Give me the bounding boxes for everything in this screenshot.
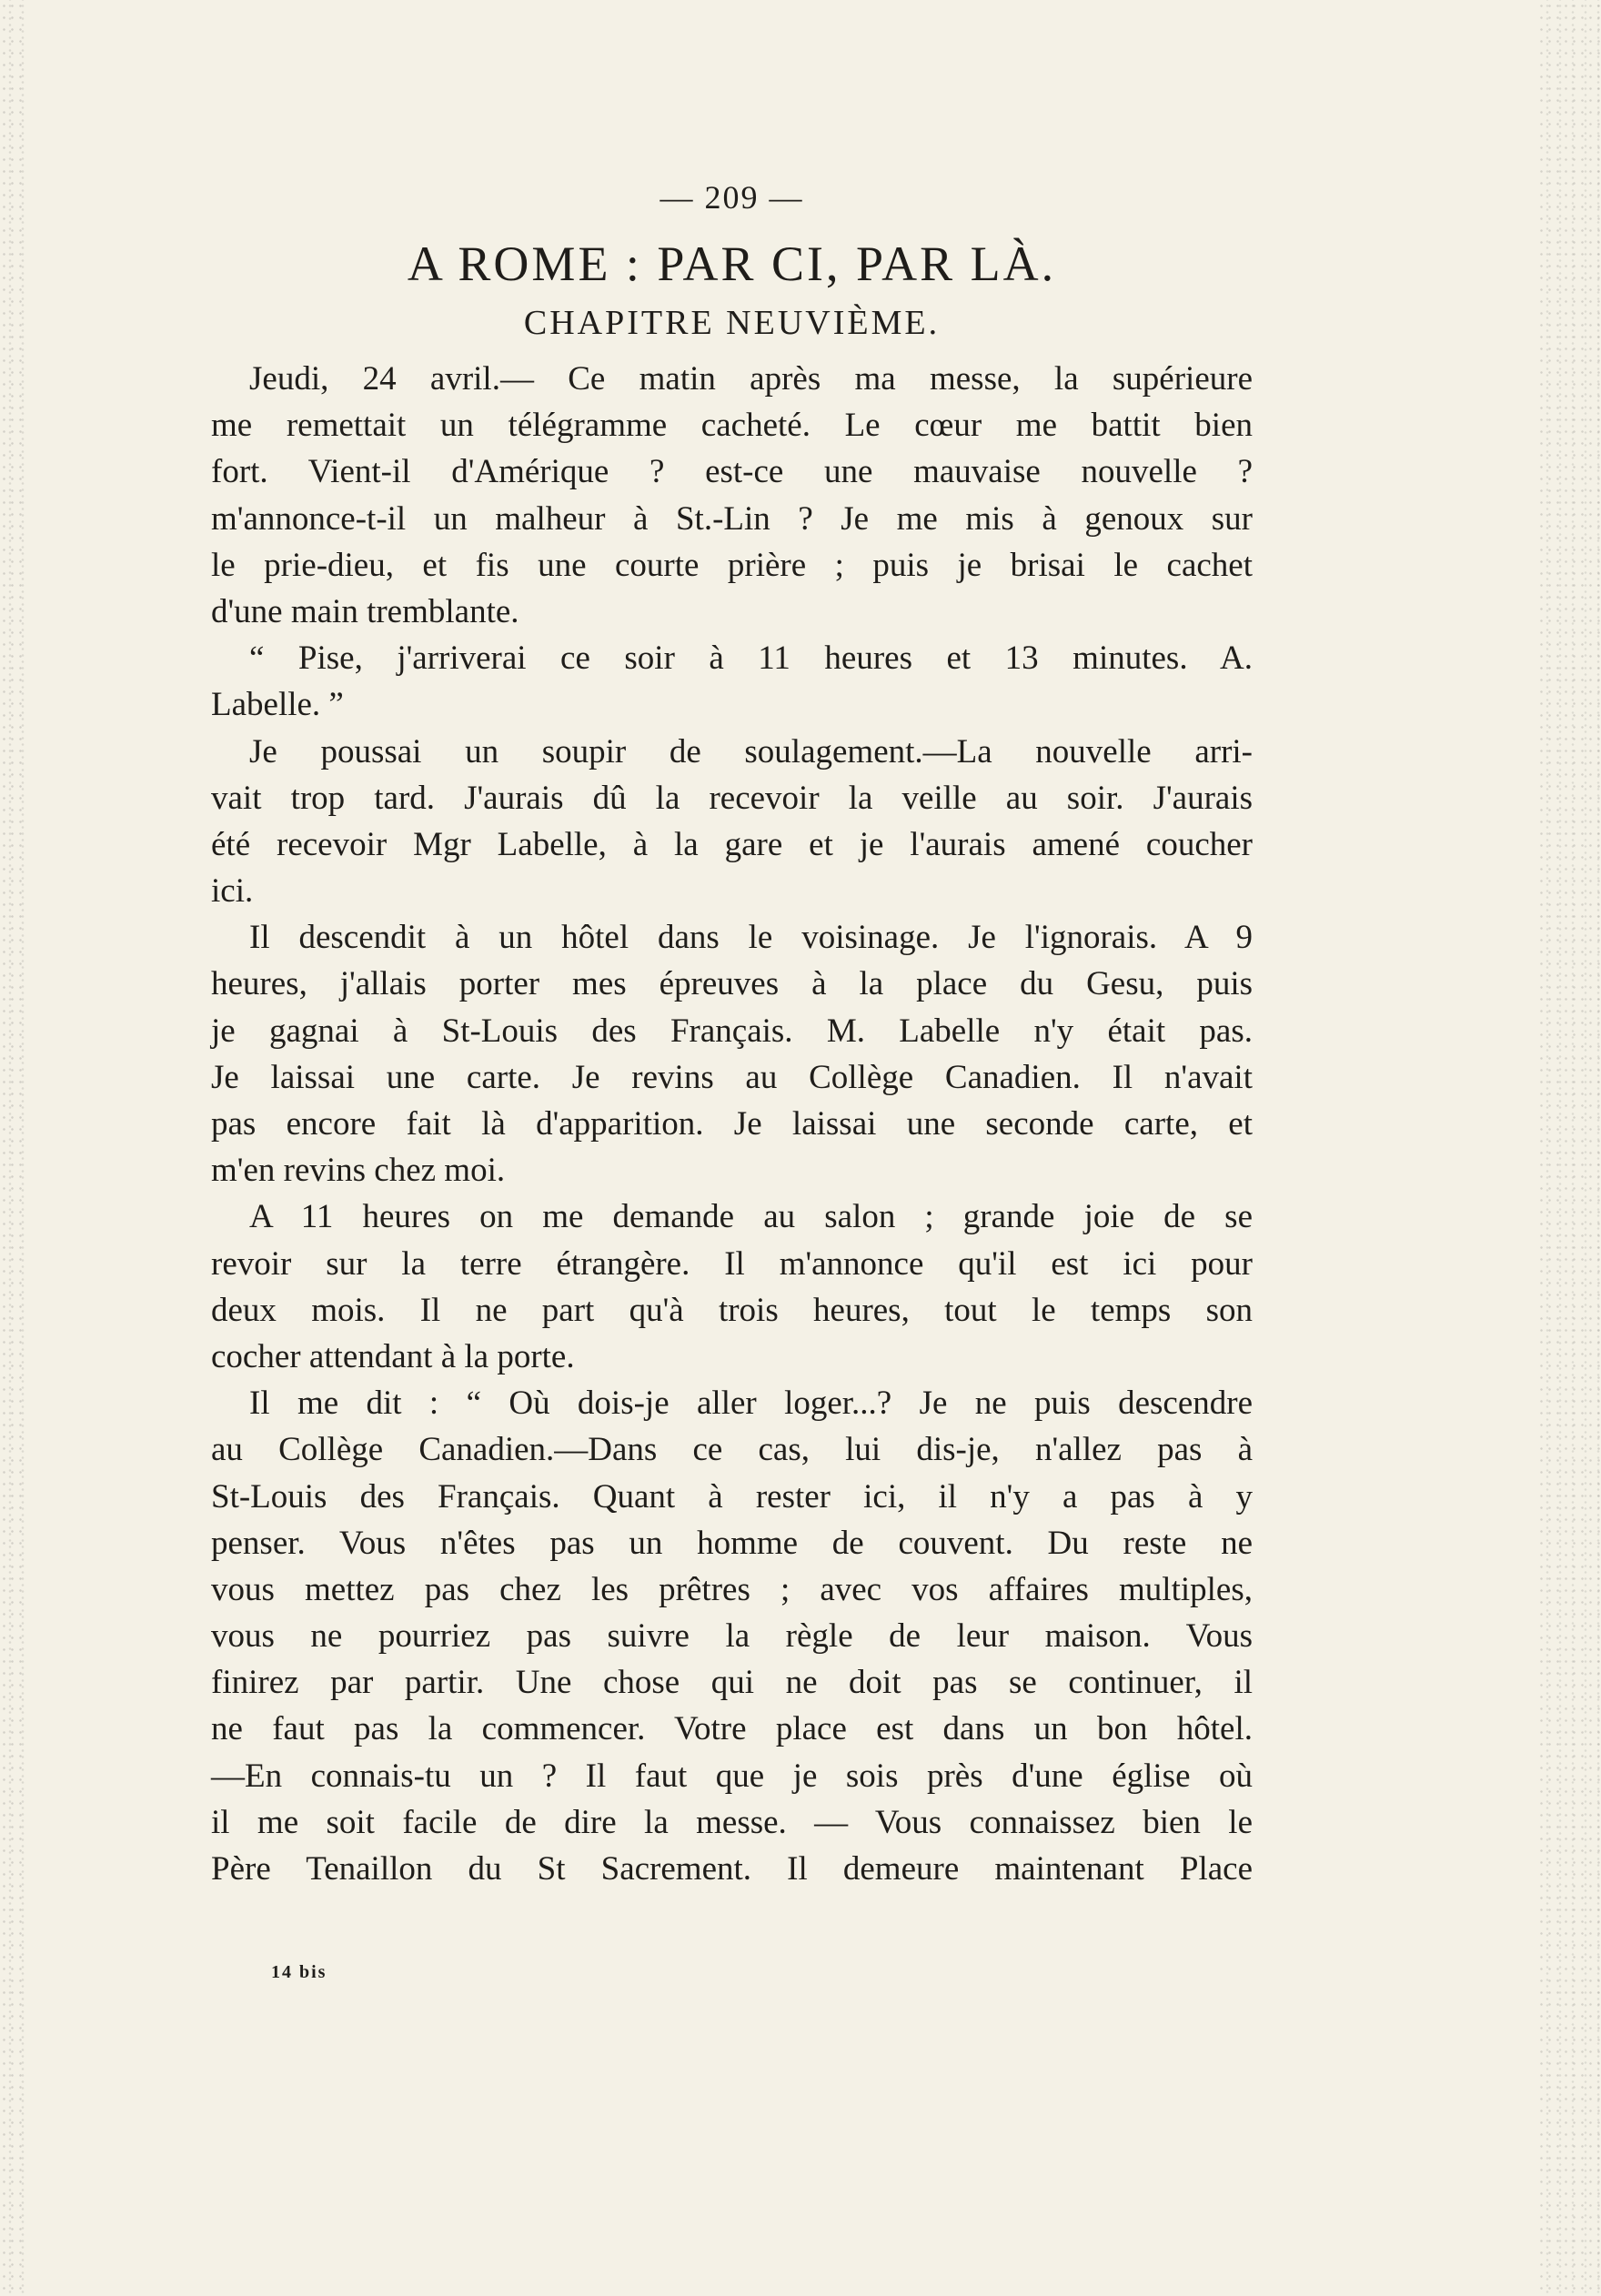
signature-mark: 14 bis bbox=[271, 1962, 327, 1982]
text-line: au Collège Canadien.—Dans ce cas, lui dis-je, n'allez pas à bbox=[211, 1431, 1253, 1469]
page-number: — 209 — bbox=[660, 179, 804, 216]
text-line: fort. Vient-il d'Amérique ? est-ce une mauvaise nouvelle ? bbox=[211, 453, 1253, 491]
text-line: ici. bbox=[211, 872, 254, 911]
scan-edge-left bbox=[0, 0, 25, 2296]
text-line: été recevoir Mgr Labelle, à la gare et je l'aurais amené coucher bbox=[211, 825, 1253, 863]
text-line: revoir sur la terre étrangère. Il m'annonce qu'il est ici pour bbox=[211, 1244, 1253, 1283]
text-line: ne faut pas la commencer. Votre place est dans un bon hôtel. bbox=[211, 1710, 1253, 1748]
paragraph bbox=[211, 635, 1253, 728]
text-line: je gagnai à St-Louis des Français. M. Labelle n'y était pas. bbox=[211, 1012, 1253, 1050]
text-line: Il me dit : “ Où dois-je aller loger...? Je ne puis descendre bbox=[249, 1385, 1253, 1423]
text-line: St-Louis des Français. Quant à rester ici, il n'y a pas à y bbox=[211, 1477, 1253, 1516]
text-line: pas encore fait là d'apparition. Je laissai une seconde carte, et bbox=[211, 1105, 1253, 1143]
text-line: penser. Vous n'êtes pas un homme de couvent. Du reste ne bbox=[211, 1524, 1253, 1562]
text-line: finirez par partir. Une chose qui ne doit pas se continuer, il bbox=[211, 1664, 1253, 1702]
text-line: Je laissai une carte. Je revins au Collège Canadien. Il n'avait bbox=[211, 1058, 1253, 1096]
text-line: Jeudi, 24 avril.— Ce matin après ma messe, la supérieure bbox=[249, 360, 1253, 398]
text-line: vait trop tard. J'aurais dû la recevoir la veille au soir. J'aurais bbox=[211, 779, 1253, 817]
book-page bbox=[211, 177, 1253, 1892]
text-line: le prie-dieu, et fis une courte prière ; puis je brisai le cachet bbox=[211, 546, 1253, 584]
paragraph bbox=[211, 729, 1253, 915]
text-line: d'une main tremblante. bbox=[211, 592, 519, 630]
body-text bbox=[211, 356, 1253, 1892]
text-line: deux mois. Il ne part qu'à trois heures, tout le temps son bbox=[211, 1291, 1253, 1329]
text-line: “ Pise, j'arriverai ce soir à 11 heures et 13 minutes. A. bbox=[249, 639, 1253, 678]
text-line: Père Tenaillon du St Sacrement. Il demeure maintenant Place bbox=[211, 1850, 1253, 1888]
chapter-title: A ROME : PAR CI, PAR LÀ. bbox=[407, 237, 1057, 291]
text-line: il me soit facile de dire la messe. — Vous connaissez bien le bbox=[211, 1803, 1253, 1841]
paragraph bbox=[211, 1380, 1253, 1892]
paragraph bbox=[211, 356, 1253, 635]
paragraph bbox=[211, 1193, 1253, 1380]
chapter-subtitle: CHAPITRE NEUVIÈME. bbox=[523, 304, 941, 342]
text-line: cocher attendant à la porte. bbox=[211, 1337, 575, 1375]
text-line: Il descendit à un hôtel dans le voisinage. Je l'ignorais. A 9 bbox=[249, 919, 1253, 957]
text-line: m'en revins chez moi. bbox=[211, 1152, 506, 1190]
text-line: Je poussai un soupir de soulagement.—La nouvelle arri- bbox=[249, 732, 1253, 770]
text-line: m'annonce-t-il un malheur à St.-Lin ? Je me mis à genoux sur bbox=[211, 499, 1253, 538]
scan-edge-right bbox=[1537, 0, 1601, 2296]
text-line: heures, j'allais porter mes épreuves à la place du Gesu, puis bbox=[211, 965, 1253, 1003]
text-line: A 11 heures on me demande au salon ; grande joie de se bbox=[249, 1198, 1253, 1236]
text-line: Labelle. ” bbox=[211, 686, 344, 724]
text-line: vous mettez pas chez les prêtres ; avec vos affaires multiples, bbox=[211, 1570, 1253, 1608]
text-line: —En connais-tu un ? Il faut que je sois près d'une église où bbox=[211, 1757, 1253, 1795]
text-line: vous ne pourriez pas suivre la règle de leur maison. Vous bbox=[211, 1617, 1253, 1656]
paragraph bbox=[211, 914, 1253, 1193]
text-line: me remettait un télégramme cacheté. Le cœur me battit bien bbox=[211, 407, 1253, 445]
